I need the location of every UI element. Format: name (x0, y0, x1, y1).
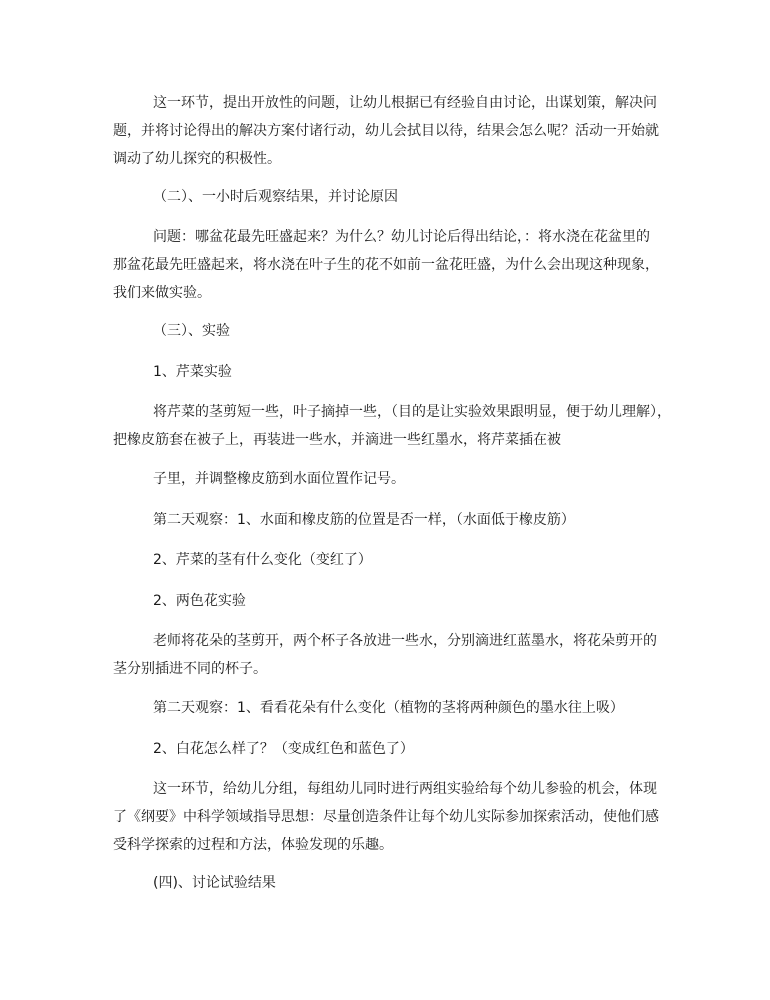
text-line: 这一环节，提出开放性的问题，让幼儿根据已有经验自由讨论，出谋划策，解决问 (153, 95, 657, 111)
text-line: 受科学探索的过程和方法，体验发现的乐趣。 (113, 837, 393, 853)
text-line: （二）、一小时后观察结果，并讨论原因 (153, 189, 398, 205)
text-line: 我们来做实验。 (113, 285, 211, 301)
text-line: 1、芹菜实验 (153, 364, 232, 380)
subheading-celery-experiment (113, 358, 683, 386)
text-line: 题，并将讨论得出的解决方案付诸行动，幼儿会拭目以待，结果会怎么呢？活动一开始就 (113, 123, 659, 139)
text-line: 2、白花怎么样了？（变成红色和蓝色了） (153, 741, 414, 757)
text-line: 那盆花最先旺盛起来，将水浇在叶子生的花不如前一盆花旺盛，为什么会出现这种现象， (113, 257, 659, 273)
section-heading-two (113, 183, 683, 211)
section-heading-four (113, 869, 683, 897)
text-line: 这一环节，给幼儿分组，每组幼儿同时进行两组实验给每个幼儿参验的机会，体现 (153, 781, 657, 797)
text-line: 了《纲要》中科学领域指导思想：尽量创造条件让每个幼儿实际参加探索活动，使他们感 (113, 809, 659, 825)
paragraph-celery-steps (113, 398, 683, 454)
paragraph-white-flower-change (113, 735, 683, 763)
paragraph-day-two-observe-2 (113, 694, 683, 722)
paragraph-environment-summary (113, 89, 683, 173)
text-line: 将芹菜的茎剪短一些，叶子摘掉一些，（目的是让实验效果跟明显，便于幼儿理解）， (153, 404, 671, 420)
paragraph-celery-steps-cont (113, 465, 683, 493)
text-line: 子里，并调整橡皮筋到水面位置作记号。 (153, 471, 405, 487)
text-line: 问题：哪盆花最先旺盛起来？为什么？幼儿讨论后得出结论，：将水浇在花盆里的 (153, 229, 650, 245)
text-line: 把橡皮筋套在被子上，再装进一些水，并滴进一些红墨水，将芹菜插在被 (113, 432, 561, 448)
text-line: 2、芹菜的茎有什么变化（变红了） (153, 552, 372, 568)
text-line: （三）、实验 (153, 323, 230, 339)
text-line: 第二天观察：1、看看花朵有什么变化（植物的茎将两种颜色的墨水往上吸） (153, 700, 624, 716)
paragraph-grouping-summary (113, 775, 683, 859)
section-heading-three (113, 317, 683, 345)
text-line: 2、两色花实验 (153, 593, 246, 609)
text-line: 调动了幼儿探究的积极性。 (113, 151, 281, 167)
paragraph-day-two-observe-1 (113, 506, 683, 534)
text-line: (四)、讨论试验结果 (153, 875, 276, 891)
subheading-two-color-flower (113, 587, 683, 615)
text-line: 茎分别插进不同的杯子。 (113, 661, 267, 677)
text-line: 第二天观察：1、水面和橡皮筋的位置是否一样，（水面低于橡皮筋） (153, 512, 575, 528)
paragraph-flower-steps (113, 627, 683, 683)
paragraph-question (113, 223, 683, 307)
paragraph-celery-stem-change (113, 546, 683, 574)
text-line: 老师将花朵的茎剪开，两个杯子各放进一些水，分别滴进红蓝墨水，将花朵剪开的 (153, 633, 657, 649)
